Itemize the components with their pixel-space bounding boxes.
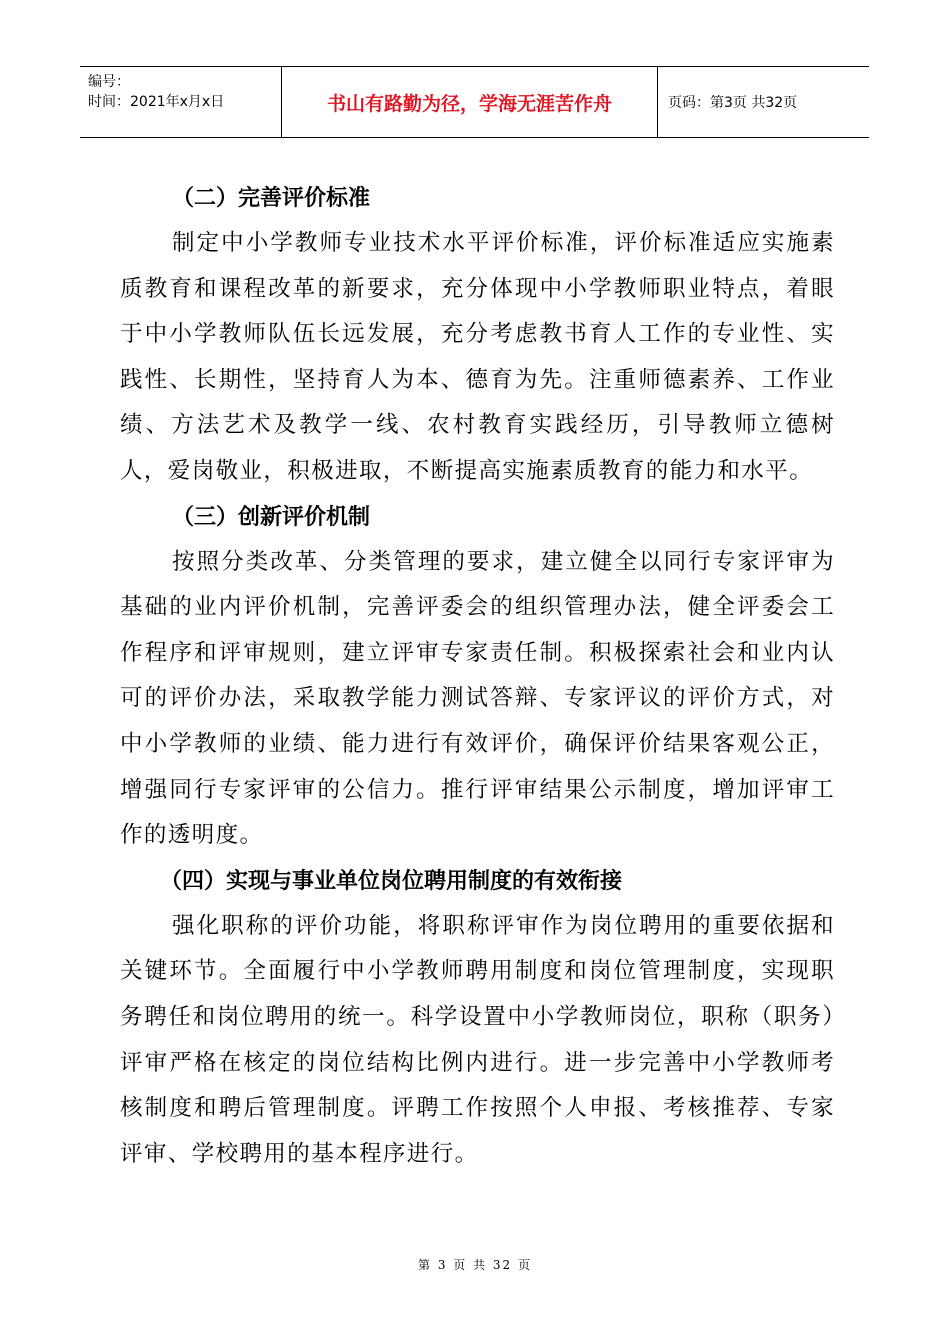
document-body (120, 176, 835, 1177)
header-time: 时间：2021年x月x日 (88, 94, 225, 110)
section-paragraph: 强化职称的评价功能，将职称评审作为岗位聘用的重要依据和关键环节。全面履行中小学教师聘用制度和岗位管理制度，实现职务聘任和岗位聘用的统一。科学设置中小学教师岗位，职称（职务）评审严格在核定的岗位结构比例内进行。进一步完善中小学教师考核制度和聘后管理制度。评聘工作按照个人申报、考核推荐、专家评审、学校聘用的基本程序进行。 (120, 912, 835, 1167)
header-page-info: 页码：第3页 共32页 (668, 95, 798, 111)
header-meta (80, 67, 282, 137)
header-number: 编号： (88, 74, 130, 90)
section-paragraph: 按照分类改革、分类管理的要求，建立健全以同行专家评审为基础的业内评价机制，完善评委会的组织管理办法，健全评委会工作程序和评审规则，建立评审专家责任制。积极探索社会和业内认可的评价办法，采取教学能力测试答辩、专家评议的评价方式，对中小学教师的业绩、能力进行有效评价，确保评价结果客观公正，增强同行专家评审的公信力。推行评审结果公示制度，增加评审工作的透明度。 (120, 548, 835, 849)
header-motto: 书山有路勤为径，学海无涯苦作舟 (282, 67, 658, 137)
page-header (80, 66, 869, 138)
section-paragraph: 制定中小学教师专业技术水平评价标准，评价标准适应实施素质教育和课程改革的新要求，充分体现中小学教师职业特点，着眼于中小学教师队伍长远发展，充分考虑教书育人工作的专业性、实践性、长期性，坚持育人为本、德育为先。注重师德素养、工作业绩、方法艺术及教学一线、农村教育实践经历，引导教师立德树人，爱岗敬业，积极进取，不断提高实施素质教育的能力和水平。 (120, 230, 835, 484)
section-heading: （四）实现与事业单位岗位聘用制度的有效衔接 (160, 868, 623, 894)
section-heading: （三）创新评价机制 (172, 504, 371, 530)
section-heading: （二）完善评价标准 (172, 186, 371, 211)
page-footer: 第 3 页 共 32 页 (418, 1258, 532, 1272)
